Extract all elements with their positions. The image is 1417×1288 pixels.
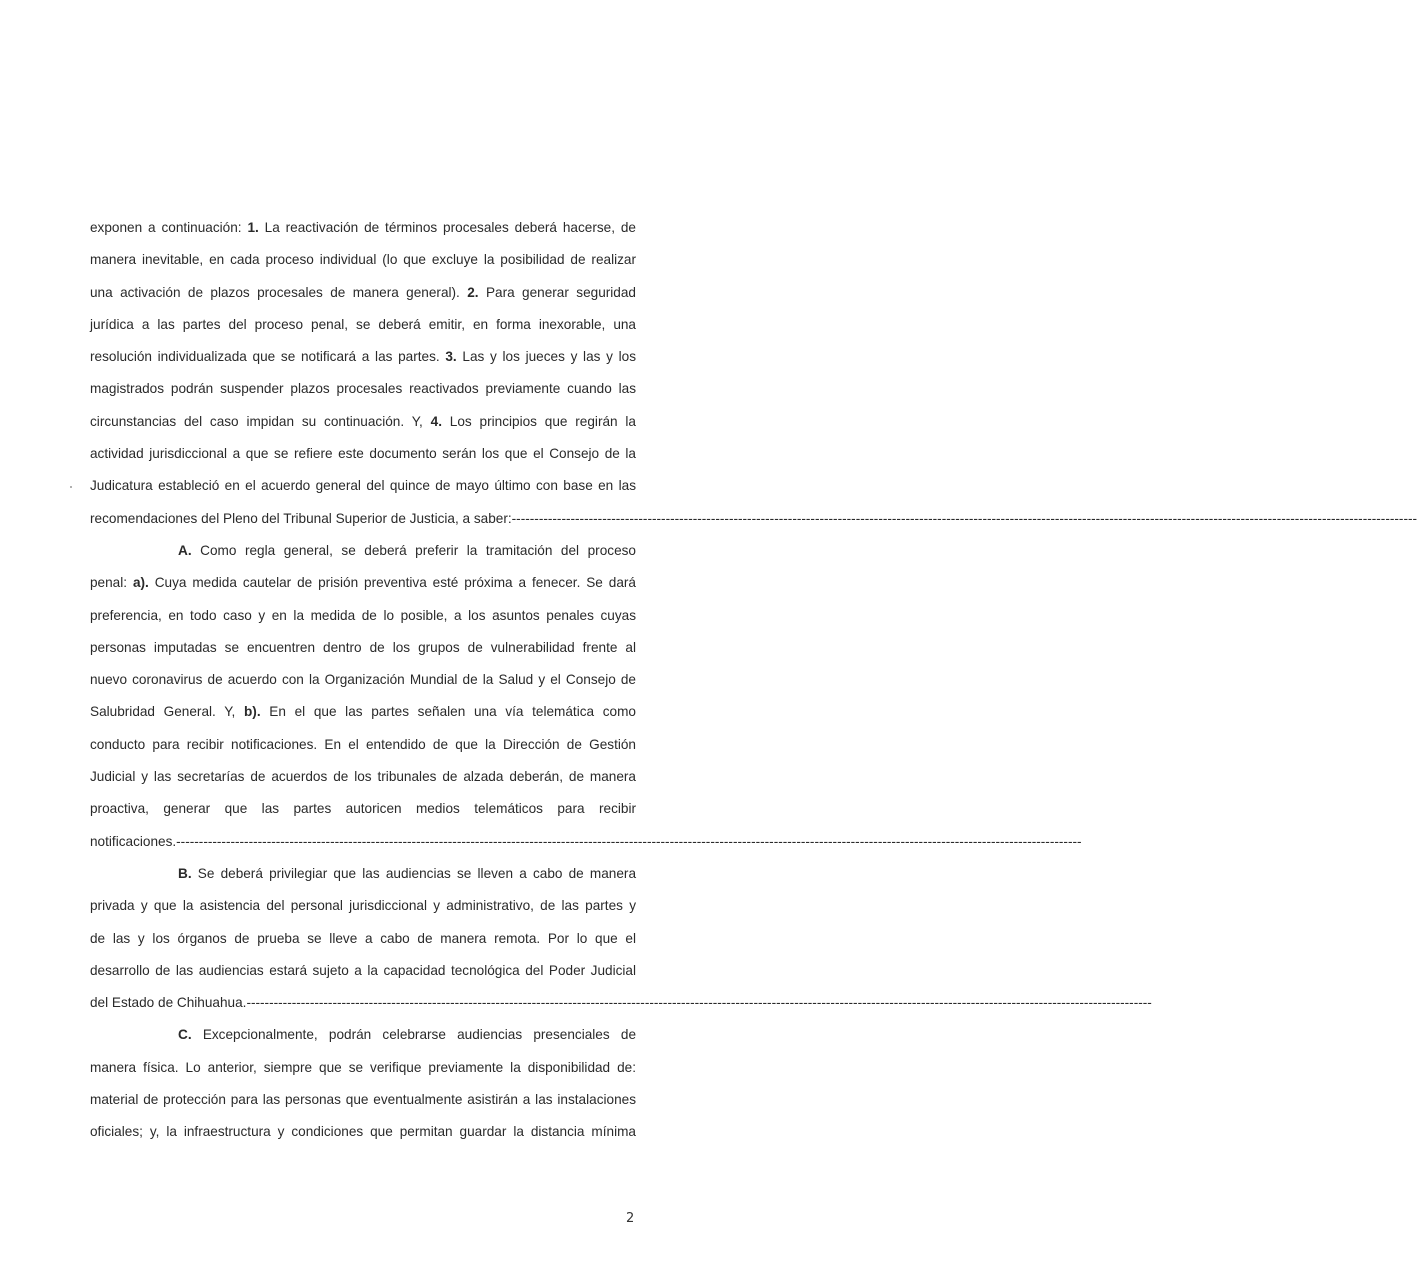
text-line: privada y que la asistencia del personal jurisdiccional y administrativo, de las partes y	[90, 898, 636, 914]
text-line: manera física. Lo anterior, siempre que se verifique previamente la disponibilidad de:	[90, 1059, 636, 1075]
text-line: Judicatura estableció en el acuerdo general del quince de mayo último con base en las	[90, 478, 636, 494]
text-line: C. Excepcionalmente, podrán celebrarse audiencias presenciales de	[178, 1027, 636, 1043]
text-line: personas imputadas se encuentren dentro de los grupos de vulnerabilidad frente al	[90, 639, 636, 655]
text-line: actividad jurisdiccional a que se refiere este documento serán los que el Consejo de la	[90, 446, 636, 462]
text-line: B. Se deberá privilegiar que las audiencias se lleven a cabo de manera	[178, 865, 636, 881]
bold-marker: B.	[178, 865, 192, 881]
text-line: una activación de plazos procesales de manera general). 2. Para generar seguridad	[90, 284, 636, 300]
text-line: de las y los órganos de prueba se lleve a cabo de manera remota. Por lo que el	[90, 930, 636, 946]
text-line: penal: a). Cuya medida cautelar de prisión preventiva esté próxima a fenecer. Se dará	[90, 575, 636, 591]
dash-filler: --------------------------------------------------------------------------------------------------------------------------------------------------------------------------------------------------------	[511, 510, 1417, 526]
text-line: jurídica a las partes del proceso penal, se deberá emitir, en forma inexorable, una	[90, 316, 636, 332]
paragraph-1	[90, 212, 1417, 535]
text-line: material de protección para las personas que eventualmente asistirán a las instalaciones	[90, 1092, 636, 1108]
text-line: nuevo coronavirus de acuerdo con la Organización Mundial de la Salud y el Consejo de	[90, 672, 636, 688]
bold-marker: 2.	[467, 284, 479, 300]
text-line: Judicial y las secretarías de acuerdos de los tribunales de alzada deberán, de manera	[90, 769, 636, 785]
paragraph-a	[90, 535, 1082, 858]
text-line: manera inevitable, en cada proceso individual (lo que excluye la posibilidad de realizar	[90, 252, 636, 268]
text-line: desarrollo de las audiencias estará sujeto a la capacidad tecnológica del Poder Judicial	[90, 962, 636, 978]
bold-marker: 3.	[445, 349, 457, 365]
bold-marker: a).	[132, 575, 149, 591]
text-line-with-dash-fill	[90, 987, 1152, 1019]
text-line-content: recomendaciones del Pleno del Tribunal Superior de Justicia, a saber:	[90, 510, 512, 526]
bold-marker: b).	[244, 704, 261, 720]
text-line: conducto para recibir notificaciones. En el entendido de que la Dirección de Gestión	[90, 736, 636, 752]
dash-filler: --------------------------------------------------------------------------------------------------------------------------------------------------------------------------------------------------------	[176, 833, 1082, 849]
text-line: magistrados podrán suspender plazos procesales reactivados previamente cuando las	[90, 381, 636, 397]
text-line-content: del Estado de Chihuahua.	[90, 995, 247, 1011]
text-line-content: notificaciones.	[90, 833, 177, 849]
text-line: oficiales; y, la infraestructura y condiciones que permitan guardar la distancia mínima	[90, 1124, 636, 1140]
text-line: preferencia, en todo caso y en la medida de lo posible, a los asuntos penales cuyas	[90, 607, 636, 623]
text-line: circunstancias del caso impidan su continuación. Y, 4. Los principios que regirán la	[90, 413, 636, 429]
text-line: A. Como regla general, se deberá preferir la tramitación del proceso	[178, 542, 636, 558]
bold-marker: C.	[178, 1027, 192, 1043]
bold-marker: 4.	[430, 413, 442, 429]
dash-filler: --------------------------------------------------------------------------------------------------------------------------------------------------------------------------------------------------------	[246, 995, 1152, 1011]
bold-marker: A.	[178, 542, 192, 558]
scan-speck	[70, 486, 72, 488]
text-line-with-dash-fill	[90, 826, 1082, 858]
text-line: exponen a continuación: 1. La reactivación de términos procesales deberá hacerse, de	[90, 220, 636, 235]
bold-marker: 1.	[247, 220, 259, 235]
body-text	[90, 212, 1417, 1149]
text-line: Salubridad General. Y, b). En el que las partes señalen una vía telemática como	[90, 704, 636, 720]
text-line: proactiva, generar que las partes autoricen medios telemáticos para recibir	[90, 801, 636, 817]
paragraph-c	[90, 1019, 636, 1148]
text-line: resolución individualizada que se notificará a las partes. 3. Las y los jueces y las y los	[90, 349, 636, 365]
page-number: 2	[626, 1211, 635, 1226]
text-line-with-dash-fill	[90, 503, 1417, 535]
paragraph-b	[90, 858, 1152, 1019]
